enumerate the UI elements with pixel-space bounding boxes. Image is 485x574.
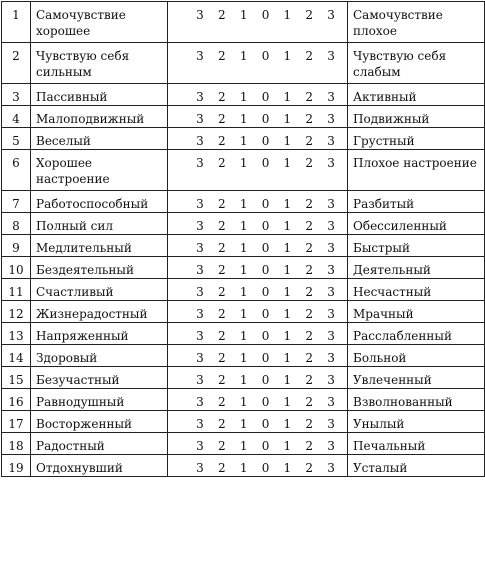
- scale-value[interactable]: 0: [261, 351, 270, 365]
- scale-value[interactable]: 1: [283, 197, 292, 211]
- scale-value[interactable]: 2: [217, 417, 226, 431]
- scale-value[interactable]: 3: [327, 417, 335, 431]
- left-pole-label: Пассивный: [31, 84, 168, 106]
- right-pole-label: Чувствую себя слабым: [348, 43, 485, 84]
- scale-value[interactable]: 3: [196, 112, 204, 126]
- rating-scale: [168, 433, 348, 455]
- scale-value[interactable]: 0: [261, 219, 270, 233]
- left-pole-label: Восторженный: [31, 411, 168, 433]
- scale-value[interactable]: 0: [261, 395, 270, 409]
- rating-scale: [168, 213, 348, 235]
- scale-value[interactable]: 3: [327, 285, 335, 299]
- scale-value[interactable]: 2: [217, 134, 226, 148]
- rating-scale: [168, 323, 348, 345]
- scale-value[interactable]: 1: [239, 439, 248, 453]
- right-pole-label: Увлеченный: [348, 367, 485, 389]
- scale-value[interactable]: 3: [327, 329, 335, 343]
- right-pole-label: Усталый: [348, 455, 485, 477]
- scale-value[interactable]: 2: [305, 49, 314, 63]
- scale-value[interactable]: 0: [261, 134, 270, 148]
- scale-value[interactable]: 1: [239, 156, 248, 170]
- scale-value[interactable]: 3: [196, 461, 204, 475]
- scale-value[interactable]: 0: [261, 461, 270, 475]
- scale-value[interactable]: 2: [217, 8, 226, 22]
- left-pole-label: Малоподвижный: [31, 106, 168, 128]
- rating-scale: [168, 257, 348, 279]
- scale-value[interactable]: 2: [217, 156, 226, 170]
- scale-value[interactable]: 2: [217, 197, 226, 211]
- left-pole-label: Безучастный: [31, 367, 168, 389]
- scale-value[interactable]: 1: [239, 49, 248, 63]
- scale-value[interactable]: 3: [327, 156, 335, 170]
- scale-value[interactable]: 0: [261, 90, 270, 104]
- scale-value[interactable]: 2: [305, 307, 314, 321]
- table-row: [2, 43, 485, 84]
- right-pole-label: Грустный: [348, 128, 485, 150]
- rating-scale: [168, 128, 348, 150]
- scale-value[interactable]: 0: [261, 197, 270, 211]
- table-row: [2, 191, 485, 213]
- row-number: 8: [2, 213, 31, 235]
- rating-scale: [168, 367, 348, 389]
- scale-value[interactable]: 1: [239, 112, 248, 126]
- scale-value[interactable]: 3: [196, 351, 204, 365]
- rating-scale: [168, 2, 348, 43]
- right-pole-label: Самочувствие плохое: [348, 2, 485, 43]
- left-pole-label: Напряженный: [31, 323, 168, 345]
- scale-value[interactable]: 2: [217, 439, 226, 453]
- left-pole-label: Веселый: [31, 128, 168, 150]
- scale-value[interactable]: 2: [305, 90, 314, 104]
- scale-value[interactable]: 3: [196, 307, 204, 321]
- rating-scale: [168, 389, 348, 411]
- scale-value[interactable]: 1: [239, 395, 248, 409]
- left-pole-label: Равнодушный: [31, 389, 168, 411]
- scale-value[interactable]: 0: [261, 329, 270, 343]
- left-pole-label: Бездеятельный: [31, 257, 168, 279]
- scale-value[interactable]: 0: [261, 439, 270, 453]
- rating-scale: [168, 106, 348, 128]
- scale-value[interactable]: 1: [239, 351, 248, 365]
- scale-value[interactable]: 1: [283, 329, 292, 343]
- scale-value[interactable]: 1: [283, 49, 292, 63]
- scale-value[interactable]: 1: [283, 439, 292, 453]
- scale-value[interactable]: 0: [261, 285, 270, 299]
- scale-value[interactable]: 3: [327, 395, 335, 409]
- left-pole-label: Полный сил: [31, 213, 168, 235]
- scale-value[interactable]: 1: [239, 90, 248, 104]
- table-row: [2, 128, 485, 150]
- scale-value[interactable]: 3: [327, 49, 335, 63]
- table-row: [2, 411, 485, 433]
- scale-value[interactable]: 3: [327, 219, 335, 233]
- row-number: 2: [2, 43, 31, 84]
- scale-value[interactable]: 2: [217, 285, 226, 299]
- right-pole-label: Расслабленный: [348, 323, 485, 345]
- left-pole-label: Радостный: [31, 433, 168, 455]
- scale-value[interactable]: 3: [196, 156, 204, 170]
- scale-value[interactable]: 3: [327, 263, 335, 277]
- scale-value[interactable]: 3: [196, 329, 204, 343]
- scale-value[interactable]: 2: [217, 112, 226, 126]
- row-number: 3: [2, 84, 31, 106]
- scale-value[interactable]: 3: [196, 241, 204, 255]
- table-row: [2, 213, 485, 235]
- scale-value[interactable]: 3: [327, 134, 335, 148]
- scale-value[interactable]: 1: [239, 417, 248, 431]
- scale-value[interactable]: 2: [305, 351, 314, 365]
- left-pole-label: Здоровый: [31, 345, 168, 367]
- scale-value[interactable]: 1: [283, 461, 292, 475]
- scale-value[interactable]: 2: [217, 263, 226, 277]
- left-pole-label: Медлительный: [31, 235, 168, 257]
- rating-scale: [168, 150, 348, 191]
- scale-value[interactable]: 2: [305, 156, 314, 170]
- scale-value[interactable]: 3: [327, 351, 335, 365]
- scale-value[interactable]: 2: [305, 285, 314, 299]
- right-pole-label: Больной: [348, 345, 485, 367]
- scale-value[interactable]: 2: [305, 134, 314, 148]
- row-number: 17: [2, 411, 31, 433]
- scale-value[interactable]: 2: [305, 112, 314, 126]
- scale-value[interactable]: 2: [305, 197, 314, 211]
- scale-value[interactable]: 1: [239, 329, 248, 343]
- scale-value[interactable]: 3: [196, 439, 204, 453]
- scale-value[interactable]: 1: [239, 461, 248, 475]
- right-pole-label: Быстрый: [348, 235, 485, 257]
- scale-value[interactable]: 3: [327, 112, 335, 126]
- scale-value[interactable]: 1: [283, 307, 292, 321]
- row-number: 4: [2, 106, 31, 128]
- row-number: 7: [2, 191, 31, 213]
- row-number: 12: [2, 301, 31, 323]
- table-row: [2, 84, 485, 106]
- scale-value[interactable]: 0: [261, 112, 270, 126]
- table-row: [2, 106, 485, 128]
- scale-value[interactable]: 2: [217, 395, 226, 409]
- table-row: [2, 345, 485, 367]
- right-pole-label: Мрачный: [348, 301, 485, 323]
- scale-value[interactable]: 2: [305, 263, 314, 277]
- left-pole-label: Отдохнувший: [31, 455, 168, 477]
- scale-value[interactable]: 1: [283, 156, 292, 170]
- scale-value[interactable]: 1: [283, 395, 292, 409]
- scale-value[interactable]: 2: [305, 461, 314, 475]
- scale-value[interactable]: 1: [283, 285, 292, 299]
- scale-value[interactable]: 1: [283, 351, 292, 365]
- row-number: 1: [2, 2, 31, 43]
- table-row: [2, 2, 485, 43]
- right-pole-label: Подвижный: [348, 106, 485, 128]
- row-number: 6: [2, 150, 31, 191]
- left-pole-label: Работоспособный: [31, 191, 168, 213]
- rating-scale: [168, 191, 348, 213]
- row-number: 13: [2, 323, 31, 345]
- scale-value[interactable]: 3: [196, 285, 204, 299]
- scale-value[interactable]: 1: [283, 417, 292, 431]
- scale-value[interactable]: 2: [217, 219, 226, 233]
- scale-value[interactable]: 2: [217, 351, 226, 365]
- scale-value[interactable]: 1: [239, 197, 248, 211]
- table-row: [2, 367, 485, 389]
- rating-scale: [168, 279, 348, 301]
- scale-value[interactable]: 2: [305, 8, 314, 22]
- scale-value[interactable]: 1: [283, 263, 292, 277]
- scale-value[interactable]: 0: [261, 417, 270, 431]
- scale-value[interactable]: 0: [261, 49, 270, 63]
- scale-value[interactable]: 0: [261, 156, 270, 170]
- scale-value[interactable]: 2: [217, 241, 226, 255]
- row-number: 16: [2, 389, 31, 411]
- scale-value[interactable]: 3: [196, 134, 204, 148]
- scale-value[interactable]: 1: [239, 241, 248, 255]
- scale-value[interactable]: 3: [327, 197, 335, 211]
- scale-value[interactable]: 3: [196, 417, 204, 431]
- scale-value[interactable]: 0: [261, 241, 270, 255]
- scale-value[interactable]: 0: [261, 8, 270, 22]
- table-row: [2, 150, 485, 191]
- table-row: [2, 323, 485, 345]
- table-row: [2, 389, 485, 411]
- table-row: [2, 433, 485, 455]
- row-number: 11: [2, 279, 31, 301]
- scale-value[interactable]: 1: [239, 263, 248, 277]
- scale-value[interactable]: 2: [217, 90, 226, 104]
- row-number: 15: [2, 367, 31, 389]
- right-pole-label: Взволнованный: [348, 389, 485, 411]
- scale-value[interactable]: 1: [239, 219, 248, 233]
- right-pole-label: Плохое настроение: [348, 150, 485, 191]
- rating-scale: [168, 345, 348, 367]
- rating-scale: [168, 301, 348, 323]
- left-pole-label: Жизнерадостный: [31, 301, 168, 323]
- scale-value[interactable]: 1: [283, 90, 292, 104]
- right-pole-label: Активный: [348, 84, 485, 106]
- scale-value[interactable]: 3: [327, 439, 335, 453]
- scale-value[interactable]: 0: [261, 307, 270, 321]
- scale-value[interactable]: 3: [327, 461, 335, 475]
- scale-value[interactable]: 2: [217, 373, 226, 387]
- scale-value[interactable]: 3: [196, 8, 204, 22]
- table-row: [2, 279, 485, 301]
- scale-value[interactable]: 3: [327, 373, 335, 387]
- left-pole-label: Чувствую себя сильным: [31, 43, 168, 84]
- scale-value[interactable]: 2: [305, 373, 314, 387]
- row-number: 18: [2, 433, 31, 455]
- right-pole-label: Разбитый: [348, 191, 485, 213]
- table-row: [2, 235, 485, 257]
- scale-value[interactable]: 2: [305, 241, 314, 255]
- scale-value[interactable]: 2: [217, 49, 226, 63]
- row-number: 5: [2, 128, 31, 150]
- scale-value[interactable]: 2: [305, 395, 314, 409]
- rating-scale: [168, 235, 348, 257]
- san-survey-table: [1, 1, 485, 477]
- rating-scale: [168, 411, 348, 433]
- right-pole-label: Печальный: [348, 433, 485, 455]
- scale-value[interactable]: 1: [239, 8, 248, 22]
- table-row: [2, 455, 485, 477]
- scale-value[interactable]: 3: [196, 263, 204, 277]
- scale-value[interactable]: 2: [305, 417, 314, 431]
- scale-value[interactable]: 1: [239, 134, 248, 148]
- table-row: [2, 301, 485, 323]
- scale-value[interactable]: 0: [261, 373, 270, 387]
- left-pole-label: Хорошее настроение: [31, 150, 168, 191]
- rating-scale: [168, 455, 348, 477]
- left-pole-label: Самочувствие хорошее: [31, 2, 168, 43]
- survey-body: [2, 2, 485, 477]
- scale-value[interactable]: 1: [239, 285, 248, 299]
- left-pole-label: Счастливый: [31, 279, 168, 301]
- rating-scale: [168, 43, 348, 84]
- right-pole-label: Деятельный: [348, 257, 485, 279]
- scale-value[interactable]: 3: [196, 197, 204, 211]
- scale-value[interactable]: 2: [217, 329, 226, 343]
- scale-value[interactable]: 1: [283, 8, 292, 22]
- row-number: 14: [2, 345, 31, 367]
- right-pole-label: Несчастный: [348, 279, 485, 301]
- scale-value[interactable]: 3: [327, 90, 335, 104]
- right-pole-label: Обессиленный: [348, 213, 485, 235]
- scale-value[interactable]: 2: [305, 219, 314, 233]
- scale-value[interactable]: 3: [327, 241, 335, 255]
- row-number: 9: [2, 235, 31, 257]
- table-row: [2, 257, 485, 279]
- scale-value[interactable]: 2: [217, 461, 226, 475]
- scale-value[interactable]: 0: [261, 263, 270, 277]
- scale-value[interactable]: 1: [283, 112, 292, 126]
- scale-value[interactable]: 3: [196, 49, 204, 63]
- scale-value[interactable]: 1: [283, 219, 292, 233]
- scale-value[interactable]: 1: [283, 373, 292, 387]
- scale-value[interactable]: 1: [283, 241, 292, 255]
- scale-value[interactable]: 3: [196, 219, 204, 233]
- scale-value[interactable]: 2: [217, 307, 226, 321]
- scale-value[interactable]: 3: [196, 395, 204, 409]
- row-number: 19: [2, 455, 31, 477]
- scale-value[interactable]: 2: [305, 329, 314, 343]
- scale-value[interactable]: 1: [239, 307, 248, 321]
- scale-value[interactable]: 3: [196, 373, 204, 387]
- rating-scale: [168, 84, 348, 106]
- right-pole-label: Унылый: [348, 411, 485, 433]
- scale-value[interactable]: 3: [196, 90, 204, 104]
- scale-value[interactable]: 3: [327, 8, 335, 22]
- scale-value[interactable]: 3: [327, 307, 335, 321]
- scale-value[interactable]: 2: [305, 439, 314, 453]
- scale-value[interactable]: 1: [283, 134, 292, 148]
- row-number: 10: [2, 257, 31, 279]
- scale-value[interactable]: 1: [239, 373, 248, 387]
